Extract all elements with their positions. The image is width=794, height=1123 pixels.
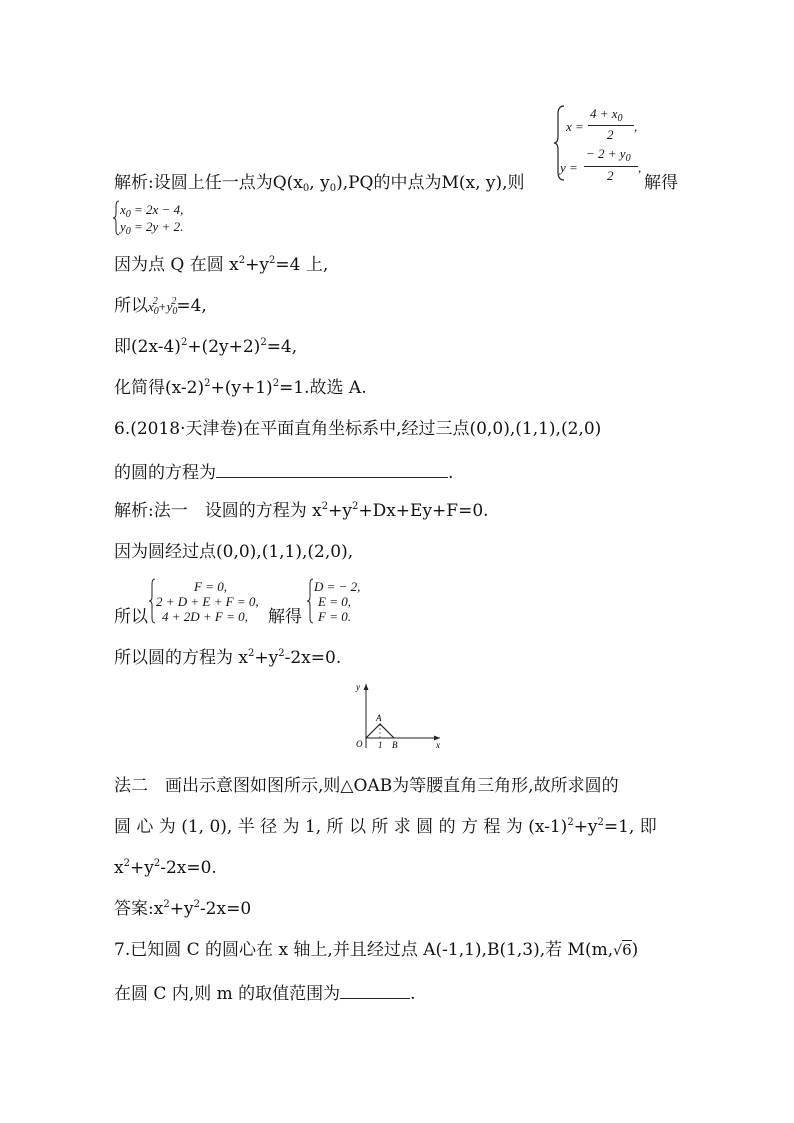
sysB-r3: F = 0. [318,609,351,624]
solution-line-4: 即$(2x-4)^2+(2y+2)^2=4$, [114,337,298,357]
left-brace-icon [112,200,120,236]
method2-line-3: $x^2+y^2-2x=0$. [114,858,217,878]
question-6-line-1: 6.(2018·天津卷)在平面直角坐标系中,经过三点(0,0),(1,1),(2,0) [114,419,602,439]
equation-system-a [148,578,272,626]
left-brace-icon [148,578,156,624]
solution-line-1-end: 解得 [644,173,678,193]
sysA-r2: 2 + D + E + F = 0, [156,594,259,609]
left-brace-icon [306,578,314,624]
origin-label: O [356,739,363,749]
solved-r2: $y_0 = 2y + 2$. [120,219,184,237]
point-a-label: A [376,713,382,723]
solution6-line-2: 因为圆经过点(0,0),(1,1),(2,0), [114,542,354,562]
solution6-line-4: 所以圆的方程为 $x^2+y^2-2x=0$. [114,648,342,668]
sys-r1-num: $4 + x_0$ [590,106,623,124]
solution-line-5: 化简得$(x-2)^2+(y+1)^2=1$.故选 A. [114,378,367,398]
tick-1-label: 1 [378,740,383,750]
solved-system [112,200,212,236]
answer-blank[interactable] [340,980,410,999]
solution6-line-1: 解析:法一 设圆的方程为 $x^2+y^2+Dx+Ey+F=0$. [114,501,489,521]
sysA-r1: F = 0, [194,579,227,594]
sys-r1-end: , [634,119,638,134]
solution-line-1: 解析:设圆上任一点为$Q(x_0$, $y_0),PQ$的中点为M(x, y),则 [114,173,525,194]
sys-r1-den: 2 [607,127,614,142]
sqrt-icon: √ [613,943,623,959]
sys-r2-end: , [638,160,642,175]
point-b-label: B [392,740,398,750]
sys-r2-lhs: y = [560,160,578,175]
answer-blank[interactable] [216,459,448,478]
solution6-line-3b: 解得 [268,607,302,627]
answer-line: 答案$:x^2+y^2-2x=0$ [114,899,252,919]
solution-line-3: 所以$x_0^2+y_0^2=4$, [114,296,207,317]
sysB-r1: D = − 2, [314,579,361,594]
question-7-line-2: 在圆 C 内,则 m 的取值范围为 . [114,980,416,1005]
y-axis-label: y [356,682,360,692]
midpoint-system [552,104,662,182]
sysA-r3: 4 + 2D + F = 0, [162,609,248,624]
sys-r1-lhs: x = [566,119,584,134]
sys-r2-num: − $2 + y_0$ [586,146,631,164]
equation-system-b [306,578,376,626]
question-7-line-1: 7.已知圆 C 的圆心在 x 轴上,并且经过点 A(-1,1),B(1,3),若 M(m,√6) [114,940,639,960]
fraction-bar [584,166,638,167]
solution-line-2: 因为点 Q 在圆 $x^2+y^2=4$ 上, [114,255,329,275]
solution6-line-3a: 所以 [114,607,148,627]
fraction-bar [588,125,634,126]
method2-line-1: 法二 画出示意图如图所示,则△OAB为等腰直角三角形,故所求圆的 [114,776,619,796]
solved-r1: $x_0 = 2x - 4$, [120,202,184,220]
x-axis-label: x [436,740,440,750]
triangle-figure [348,678,448,750]
method2-line-2: 圆 心 为 (1, 0), 半 径 为 1, 所 以 所 求 圆 的 方 程 为 $(x-1)^2+y^2=1$, 即 [114,817,657,837]
question-6-line-2: 的圆的方程为 . [114,459,453,484]
sysB-r2: E = 0, [318,594,351,609]
sys-r2-den: 2 [607,168,614,183]
